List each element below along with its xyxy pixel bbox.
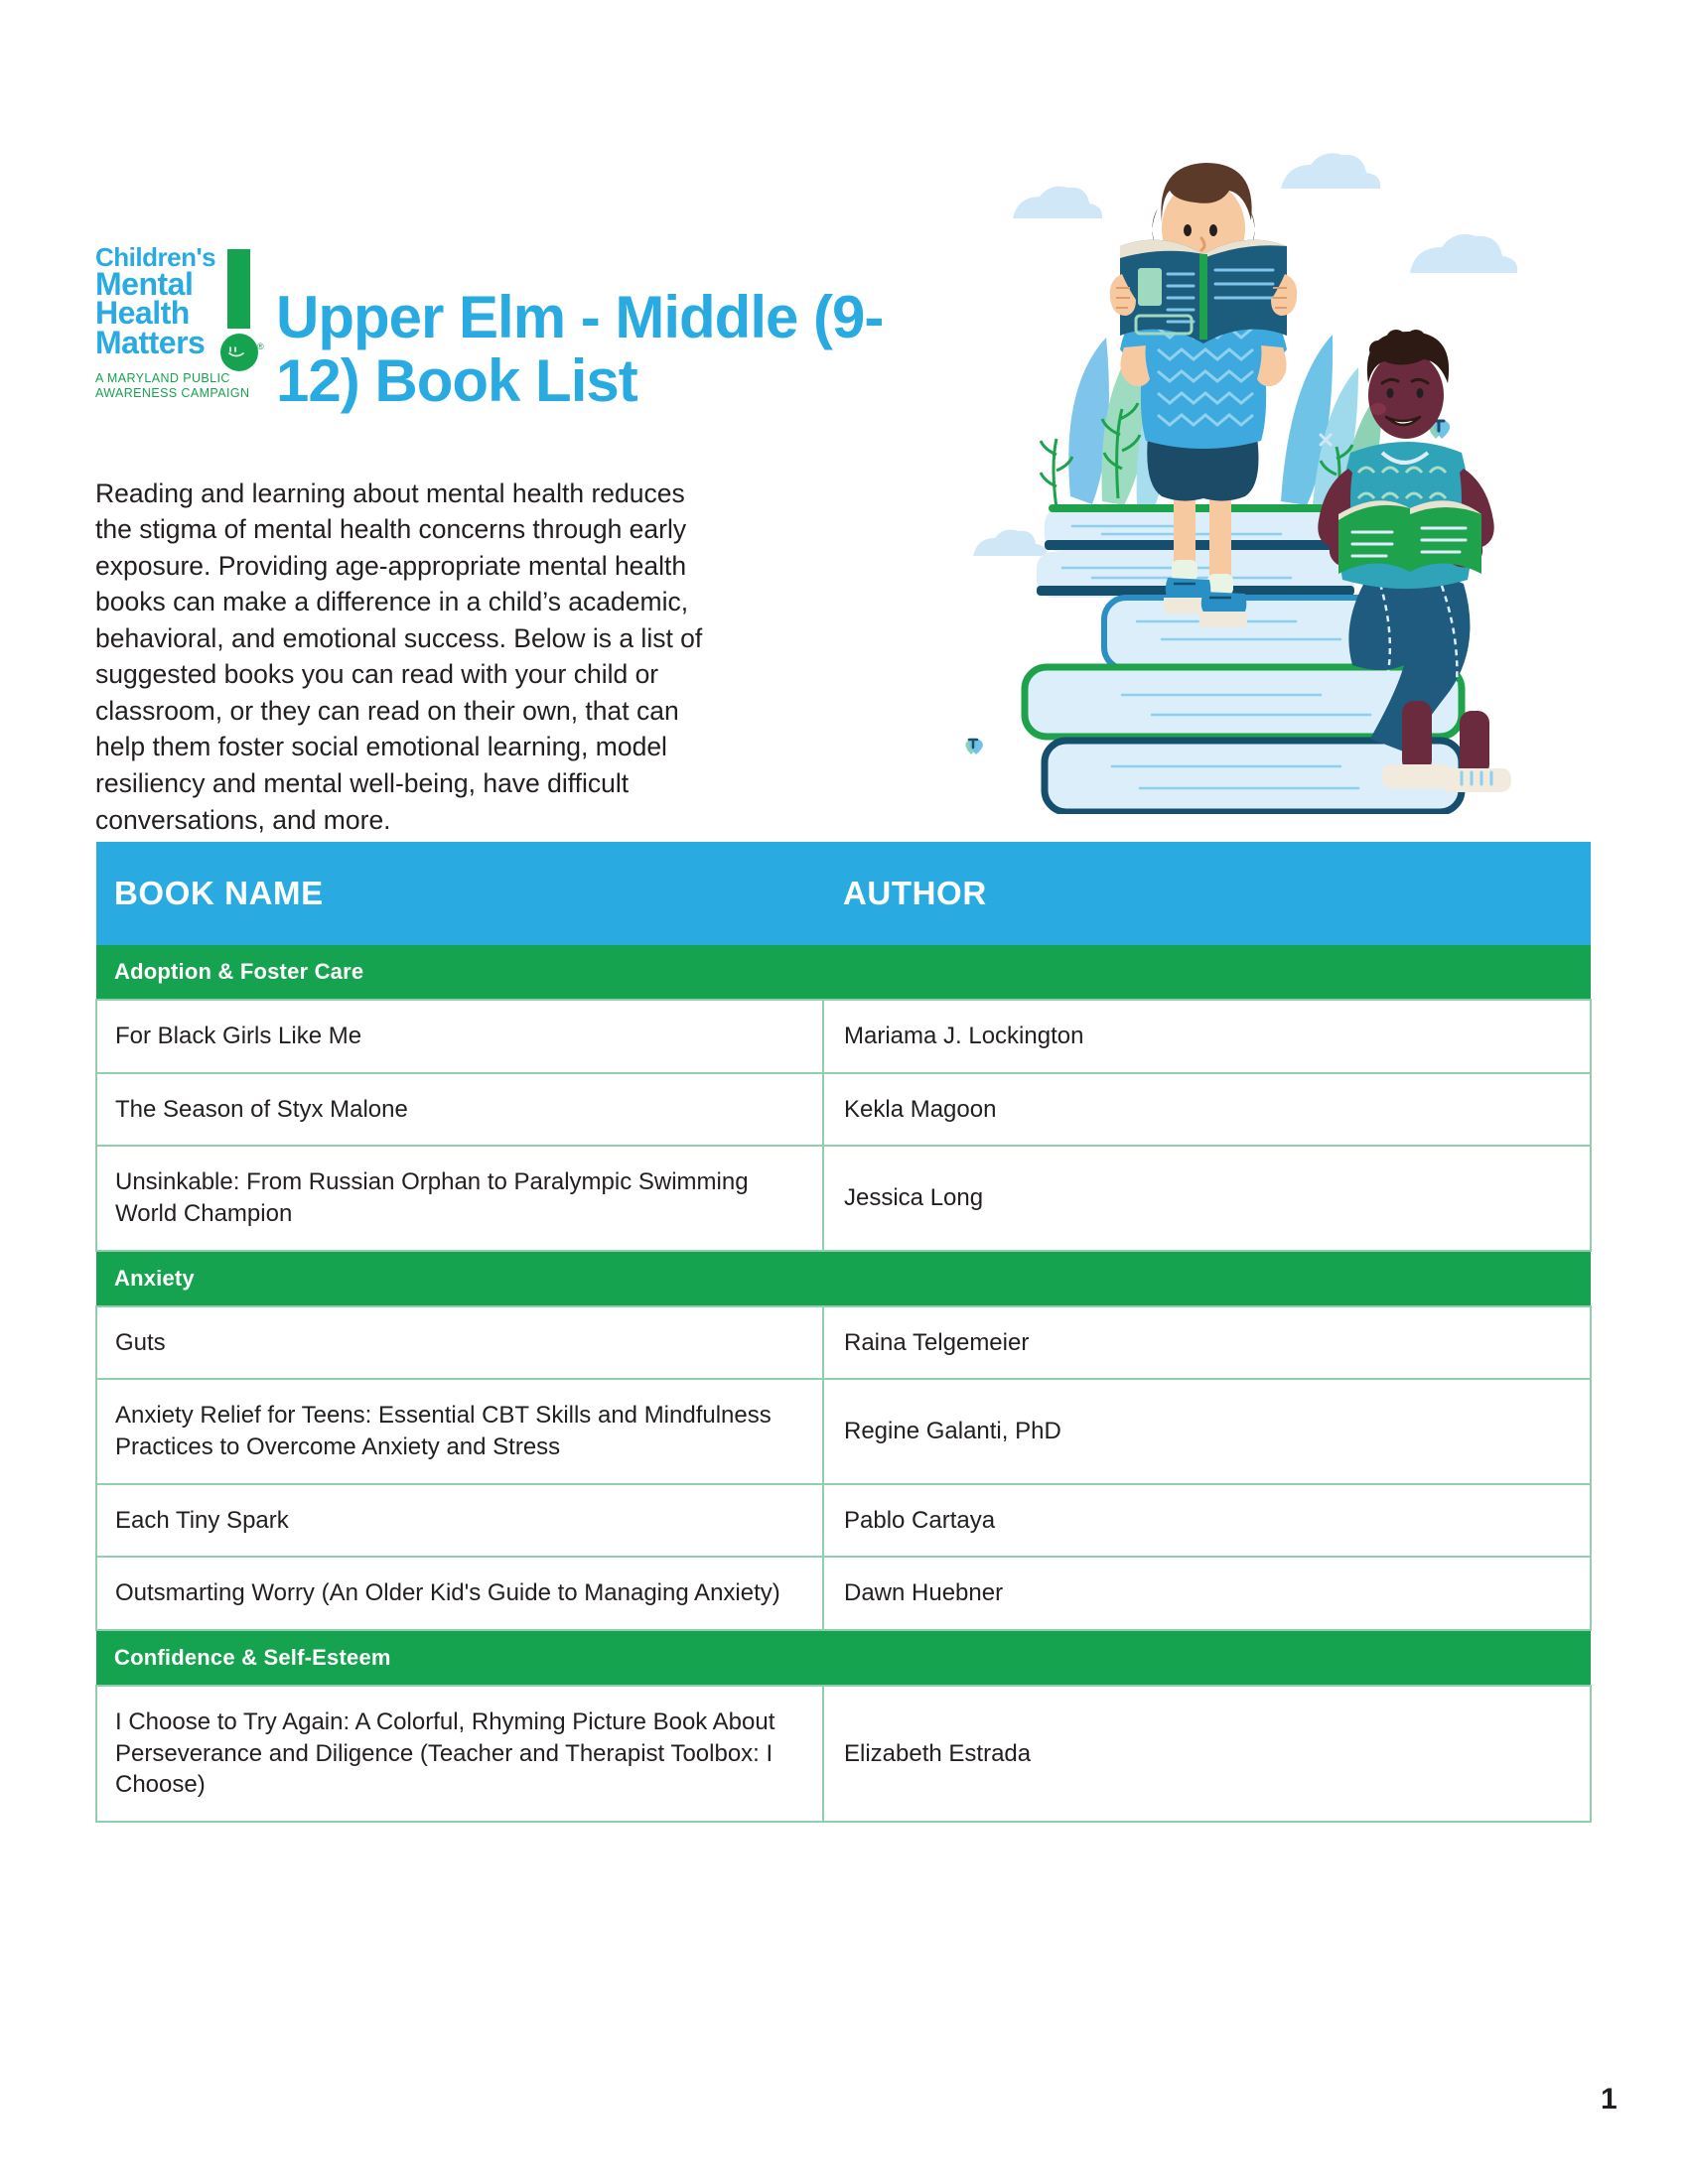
book-title-cell: For Black Girls Like Me: [96, 1000, 823, 1073]
book-author-cell: Dawn Huebner: [823, 1557, 1591, 1630]
table-row: [96, 1686, 1591, 1822]
book-title-cell: Guts: [96, 1306, 823, 1380]
page-number: 1: [1601, 2083, 1618, 2116]
book-title-cell: Anxiety Relief for Teens: Essential CBT Skills and Mindfulness Practices to Overcome Anxiety and Stress: [96, 1379, 823, 1483]
table-row: [96, 1379, 1591, 1483]
column-header-author: AUTHOR: [823, 842, 1591, 945]
exclamation-bar-icon: [227, 249, 250, 329]
table-row: [96, 1484, 1591, 1558]
table-row: [96, 1306, 1591, 1380]
book-title-cell: I Choose to Try Again: A Colorful, Rhyming Picture Book About Perseverance and Diligence (Teacher and Therapist Toolbox: I Choose): [96, 1686, 823, 1822]
exclamation-dot-icon: [220, 334, 258, 371]
section-header-row: [96, 945, 1591, 1000]
book-author-cell: Mariama J. Lockington: [823, 1000, 1591, 1073]
page-title: Upper Elm - Middle (9-12) Book List: [276, 284, 884, 415]
smile-face-icon: [228, 345, 250, 359]
book-title-cell: The Season of Styx Malone: [96, 1073, 823, 1147]
book-author-cell: Regine Galanti, PhD: [823, 1379, 1591, 1483]
logo-line-1: Children's: [95, 242, 216, 272]
book-title-cell: Each Tiny Spark: [96, 1484, 823, 1558]
logo-tagline: A MARYLAND PUBLIC AWARENESS CAMPAIGN: [95, 371, 250, 400]
butterfly-icon-2: [965, 739, 982, 754]
logo-line-2: Mental: [95, 265, 194, 302]
section-header-row: [96, 1251, 1591, 1306]
logo-line-4: Matters: [95, 324, 206, 360]
table-row: [96, 1557, 1591, 1630]
table-body: [96, 945, 1591, 1822]
book-author-cell: Raina Telgemeier: [823, 1306, 1591, 1380]
page-header: [0, 0, 1688, 835]
book-title-cell: Outsmarting Worry (An Older Kid's Guide to Managing Anxiety): [96, 1557, 823, 1630]
book-title-cell: Unsinkable: From Russian Orphan to Paralympic Swimming World Champion: [96, 1146, 823, 1250]
logo-wordmark: [95, 242, 229, 360]
table-header-row: [96, 842, 1591, 945]
book-author-cell: Elizabeth Estrada: [823, 1686, 1591, 1822]
section-header-row: [96, 1630, 1591, 1686]
column-header-book-name: BOOK NAME: [96, 842, 823, 945]
book-author-cell: Pablo Cartaya: [823, 1484, 1591, 1558]
children-reading-illustration: [953, 119, 1549, 814]
book-author-cell: Jessica Long: [823, 1146, 1591, 1250]
intro-paragraph: Reading and learning about mental health reduces the stigma of mental health concerns through early exposure. Providing age-appropriate mental health books can make a difference in a child’s academic, behavioral, and emotional success. Below is a list of suggested books you can read with your child or classroom, or they can read on their own, that can help them foster social emotional learning, model resiliency and mental well-being, have difficult conversations, and more.: [95, 478, 703, 835]
book-list-table: [95, 842, 1592, 1823]
section-title-adoption-foster-care: Adoption & Foster Care: [96, 945, 1591, 1000]
table-row: [96, 1000, 1591, 1073]
registered-mark: ®: [257, 341, 264, 351]
section-title-confidence-self-esteem: Confidence & Self-Esteem: [96, 1630, 1591, 1686]
table-row: [96, 1073, 1591, 1147]
table-row: [96, 1146, 1591, 1250]
book-author-cell: Kekla Magoon: [823, 1073, 1591, 1147]
section-title-anxiety: Anxiety: [96, 1251, 1591, 1306]
cmhm-logo: [95, 242, 264, 405]
logo-line-3: Health: [95, 295, 190, 332]
